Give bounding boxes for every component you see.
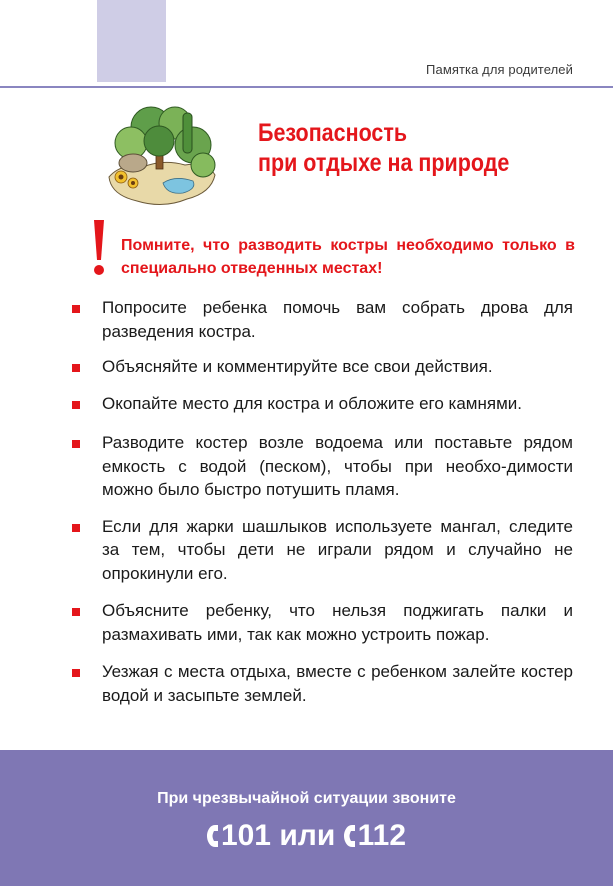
list-item bbox=[0, 431, 573, 502]
tip-text: Если для жарки шашлыков используете мангал, следите за тем, чтобы дети не играли рядом и случайно не опрокинули его. bbox=[102, 516, 573, 583]
title-line-2: при отдыхе на природе bbox=[258, 149, 510, 177]
warning-text: Помните, что разводить костры необходимо только в специально отведенных местах! bbox=[121, 237, 575, 277]
page-title bbox=[258, 118, 509, 178]
tip-text: Уезжая с места отдыха, вместе с ребенком залейте костер водой и засыпьте землей. bbox=[102, 662, 573, 705]
phone-numbers bbox=[0, 818, 613, 854]
square-bullet-icon bbox=[72, 401, 80, 409]
square-bullet-icon bbox=[72, 669, 80, 677]
tip-text: Объясняйте и комментируйте все свои действия. bbox=[102, 357, 493, 376]
exclamation-icon bbox=[92, 220, 106, 276]
phone-handset-icon bbox=[344, 825, 356, 847]
square-bullet-icon bbox=[72, 364, 80, 372]
list-item bbox=[0, 296, 573, 343]
square-bullet-icon bbox=[72, 305, 80, 313]
header-decor-band bbox=[97, 0, 166, 82]
list-item bbox=[0, 599, 573, 646]
tip-text: Окопайте место для костра и обложите его камнями. bbox=[102, 393, 522, 413]
tip-text: Разводите костер возле водоема или поставьте рядом емкость с водой (песком), чтобы при необхо-димости можно было быстро потушить пламя. bbox=[102, 433, 573, 499]
title-line-1: Безопасность bbox=[258, 119, 408, 147]
list-item bbox=[0, 392, 573, 416]
phone-connector: или bbox=[279, 819, 336, 852]
nature-landscape-illustration bbox=[103, 97, 221, 209]
list-item bbox=[0, 355, 573, 379]
tip-text: Объясните ребенку, что нельзя поджигать палки и размахивать ими, так как можно устроить пожар. bbox=[102, 601, 573, 644]
phone-number-101: 101 bbox=[220, 819, 271, 852]
emergency-footer bbox=[0, 750, 613, 886]
phone-handset-icon bbox=[207, 825, 219, 847]
header-label: Памятка для родителей bbox=[426, 62, 573, 77]
header-divider bbox=[0, 86, 613, 88]
square-bullet-icon bbox=[72, 608, 80, 616]
list-item bbox=[0, 660, 573, 707]
footer-line: При чрезвычайной ситуации звоните bbox=[157, 790, 456, 807]
square-bullet-icon bbox=[72, 524, 80, 532]
phone-number-112: 112 bbox=[357, 819, 407, 852]
square-bullet-icon bbox=[72, 440, 80, 448]
list-item bbox=[0, 515, 573, 586]
tip-text: Попросите ребенка помочь вам собрать дрова для разведения костра. bbox=[102, 298, 573, 341]
tips-list bbox=[0, 296, 613, 707]
